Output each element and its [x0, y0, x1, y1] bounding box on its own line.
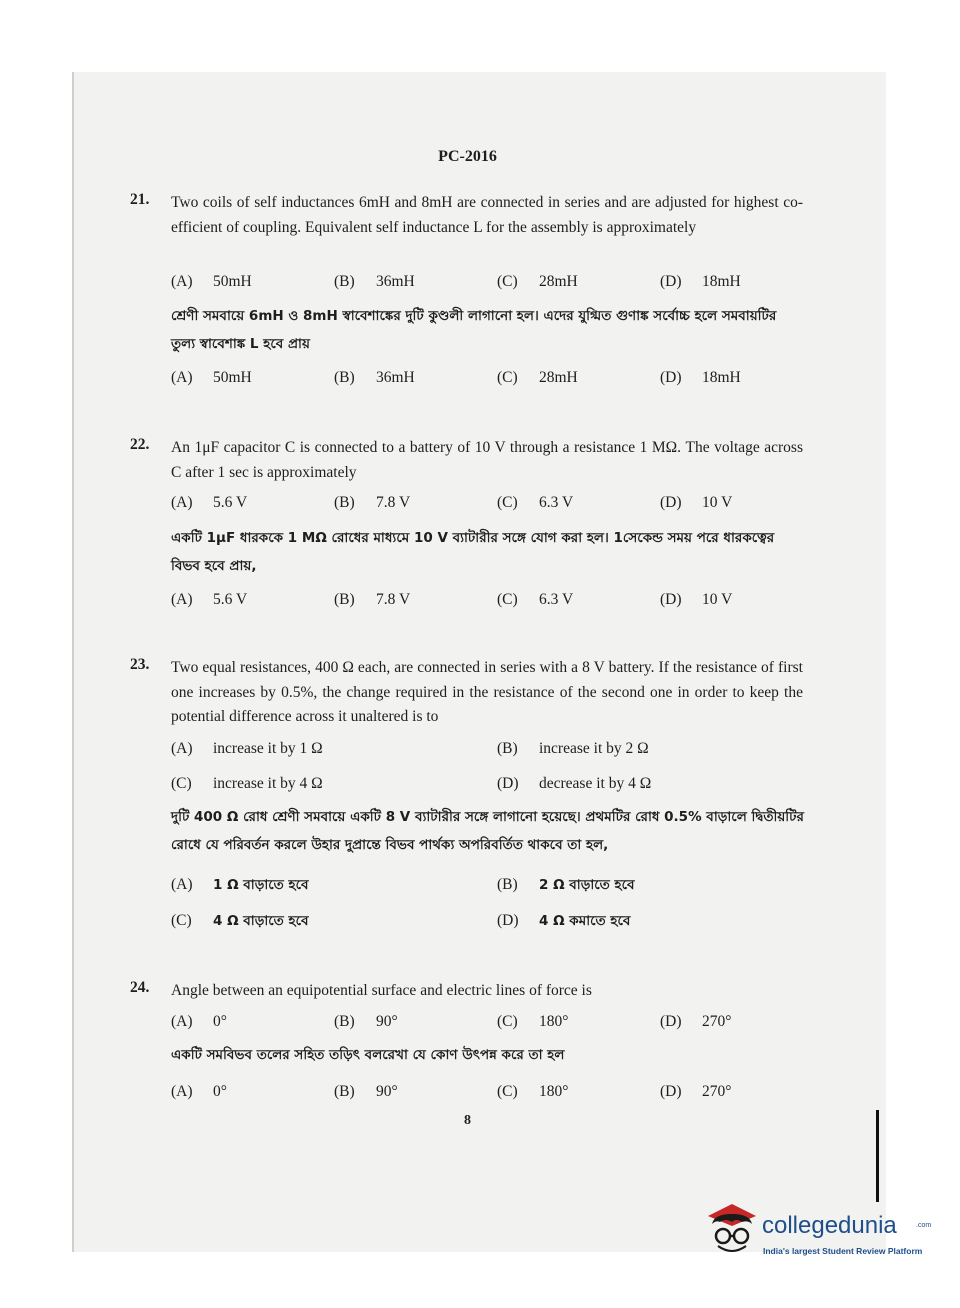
option-d: (D) decrease it by 4 Ω	[497, 775, 652, 792]
options-english-row2	[171, 775, 805, 797]
question-text: Two equal resistances, 400 Ω each, are connected in series with a 8 V battery. If the resistance of first one increases by 0.5%, the change required in the resistance of the second one in order to keep the potential difference across it unaltered is to	[171, 659, 803, 725]
logo-tagline: India's largest Student Review Platform	[763, 1246, 923, 1256]
question-text-bengali: শ্রেণী সমবায়ে 6mH ও 8mH স্বাবেশাঙ্কের দুটি কুণ্ডলী লাগানো হল। এদের যুগ্মিত গুণাঙ্ক সর্বোচ্চ হলে সমবায়টির তুল্য স্বাবেশাঙ্ক L হবে প্রায়	[171, 308, 777, 352]
question-number: 23.	[130, 656, 150, 673]
question-text-bengali: দুটি 400 Ω রোধ শ্রেণী সমবায়ে একটি 8 V ব্যাটারীর সঙ্গে লাগানো হয়েছে। প্রথমটির রোধ 0.5% বাড়ালে দ্বিতীয়টির রোধে যে পরিবর্তন করলে উহার দুপ্রান্তে বিভব পার্থক্য অপরিবর্তিত থাকবে তা হল,	[171, 809, 804, 853]
option-c: (C) 180°	[497, 1013, 569, 1030]
question-text: Angle between an equipotential surface and electric lines of force is	[171, 982, 592, 999]
option-b: (B) 7.8 V	[334, 591, 411, 608]
option-c: (C) 6.3 V	[497, 494, 574, 511]
paper-code: PC-2016	[438, 148, 497, 165]
option-a: (A) increase it by 1 Ω	[171, 740, 323, 757]
option-c: (C) increase it by 4 Ω	[171, 775, 323, 792]
options-bengali-row2	[171, 910, 805, 932]
option-d: (D) 18mH	[660, 369, 741, 386]
option-a: (A) 50mH	[171, 273, 252, 290]
option-d: (D) 18mH	[660, 273, 741, 290]
option-d: (D) 4 Ω কমাতে হবে	[497, 912, 631, 929]
option-d: (D) 10 V	[660, 591, 733, 608]
scan-edge-mark	[876, 1110, 879, 1202]
option-a: (A) 50mH	[171, 369, 252, 386]
option-a: (A) 0°	[171, 1083, 227, 1100]
logo-tld: .com	[916, 1222, 932, 1229]
option-b: (B) 36mH	[334, 273, 415, 290]
options-bengali-row1	[171, 874, 805, 896]
collegedunia-logo[interactable]	[702, 1198, 932, 1278]
option-c: (C) 4 Ω বাড়াতে হবে	[171, 912, 309, 929]
question-number: 21.	[130, 191, 150, 208]
options-bengali	[171, 591, 805, 613]
logo-brand: collegedunia	[762, 1212, 897, 1239]
question-text: Two coils of self inductances 6mH and 8mH are connected in series and are adjusted for highest co-efficient of coupling. Equivalent self inductance L for the assembly is approximately	[171, 194, 803, 236]
option-a: (A) 5.6 V	[171, 591, 248, 608]
option-b: (B) 36mH	[334, 369, 415, 386]
option-b: (B) 90°	[334, 1013, 398, 1030]
option-a: (A) 0°	[171, 1013, 227, 1030]
option-c: (C) 28mH	[497, 369, 578, 386]
page-number: 8	[464, 1113, 471, 1128]
option-b: (B) 7.8 V	[334, 494, 411, 511]
question-text: An 1μF capacitor C is connected to a battery of 10 V through a resistance 1 MΩ. The voltage across C after 1 sec is approximately	[171, 439, 803, 481]
option-c: (C) 28mH	[497, 273, 578, 290]
option-d: (D) 270°	[660, 1013, 732, 1030]
option-c: (C) 180°	[497, 1083, 569, 1100]
option-d: (D) 270°	[660, 1083, 732, 1100]
student-mascot-icon	[702, 1198, 762, 1268]
question-text-bengali: একটি 1μF ধারককে 1 MΩ রোধের মাধ্যমে 10 V ব্যাটারীর সঙ্গে যোগ করা হল। 1সেকেন্ড সময় পরে ধারকত্বের বিভব হবে প্রায়,	[171, 530, 775, 574]
option-b: (B) 90°	[334, 1083, 398, 1100]
options-bengali	[171, 369, 805, 391]
sheet-edge	[72, 72, 74, 1252]
option-a: (A) 1 Ω বাড়াতে হবে	[171, 876, 309, 893]
options-english	[171, 494, 805, 516]
question-number: 22.	[130, 436, 150, 453]
option-a: (A) 5.6 V	[171, 494, 248, 511]
options-english	[171, 1013, 805, 1035]
option-b: (B) 2 Ω বাড়াতে হবে	[497, 876, 635, 893]
options-english	[171, 273, 805, 295]
question-text-bengali: একটি সমবিভব তলের সহিত তড়িৎ বলরেখা যে কোণ উৎপন্ন করে তা হল	[171, 1047, 565, 1063]
options-english-row1	[171, 740, 805, 762]
option-b: (B) increase it by 2 Ω	[497, 740, 649, 757]
question-number: 24.	[130, 979, 150, 996]
option-d: (D) 10 V	[660, 494, 733, 511]
option-c: (C) 6.3 V	[497, 591, 574, 608]
options-bengali	[171, 1083, 805, 1105]
